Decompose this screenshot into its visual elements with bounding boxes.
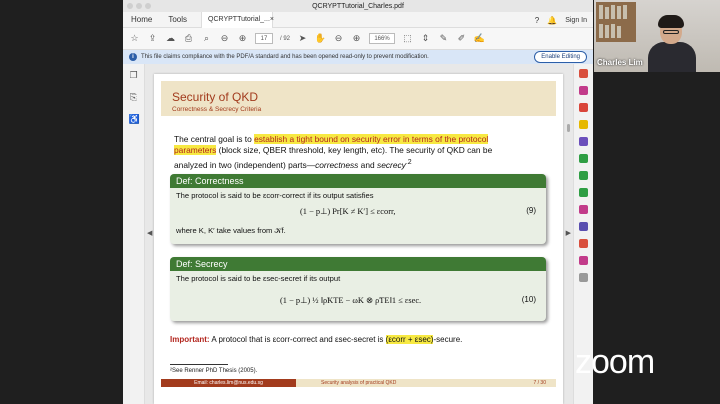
close-tab-icon[interactable]: × <box>269 16 274 23</box>
document-area[interactable] <box>145 64 573 404</box>
page-total: / 92 <box>280 35 291 42</box>
person-body <box>648 42 696 72</box>
document-tab[interactable] <box>201 12 273 28</box>
document-tab-label: QCRYPTTutorial_... <box>208 16 270 23</box>
slide-title: Security of QKD <box>172 90 259 104</box>
acrobat-window <box>123 0 593 404</box>
left-sidebar <box>123 64 145 404</box>
close-window-button[interactable] <box>127 3 133 9</box>
book <box>605 7 609 19</box>
upload-icon[interactable]: ⇪ <box>148 33 157 43</box>
compress-pdf-icon[interactable] <box>579 171 588 180</box>
expand-right-panel-icon[interactable]: ▶ <box>565 230 571 237</box>
search-icon[interactable]: ⌕ <box>203 33 210 43</box>
menu-home[interactable]: Home <box>131 15 153 24</box>
page-thumbnails-icon[interactable]: ❐ <box>129 70 138 80</box>
book <box>605 25 609 38</box>
correctness-definition-block <box>170 174 546 244</box>
intro-text-2: (block size, QBER threshold, key length, etc). The security of QKD can be analyzed in two (independent) parts— <box>174 145 493 170</box>
window-controls[interactable] <box>127 3 151 9</box>
tools-settings-icon[interactable] <box>579 273 588 282</box>
slide-subtitle: Correctness & Secrecy Criteria <box>172 106 262 113</box>
participant-person <box>654 18 690 72</box>
bookmark-icon[interactable]: ☆ <box>130 33 139 43</box>
correctness-equation: (1 − p⊥) Pr[K ≠ K′] ≤ εcorr, <box>300 207 396 216</box>
book <box>599 5 603 19</box>
redact-icon[interactable] <box>579 188 588 197</box>
comment-tool-icon[interactable] <box>579 120 588 129</box>
enable-editing-button[interactable]: Enable Editing <box>534 51 587 63</box>
attachments-icon[interactable]: ⎘ <box>129 92 138 102</box>
correctness-block-title: Def: Correctness <box>170 174 546 188</box>
secrecy-block-title: Def: Secrecy <box>170 257 546 271</box>
intro-text-1: The central goal is to <box>174 134 255 144</box>
menu-tools[interactable]: Tools <box>168 15 188 24</box>
fill-sign-icon[interactable] <box>579 222 588 231</box>
next-page-icon[interactable]: ⊕ <box>238 33 247 43</box>
select-cursor-icon[interactable]: ➤ <box>298 33 307 43</box>
print-icon[interactable]: ⎙ <box>184 33 193 43</box>
intro-paragraph <box>174 134 524 171</box>
book <box>623 5 627 19</box>
accessibility-icon[interactable]: ♿ <box>128 114 140 124</box>
minimize-window-button[interactable] <box>136 3 142 9</box>
previous-page-icon[interactable]: ⊖ <box>220 33 229 43</box>
window-title: QCRYPTTutorial_Charles.pdf <box>312 2 404 10</box>
secrecy-definition-block <box>170 257 546 321</box>
maximize-window-button[interactable] <box>145 3 151 9</box>
correctness-line-2: where K, K′ take values from 𝒦f. <box>176 226 286 235</box>
collapse-left-panel-icon[interactable]: ◀ <box>147 230 153 237</box>
correctness-line-1: The protocol is said to be εcorr-correct if its output satisfies <box>176 191 374 200</box>
person-glasses <box>663 30 679 34</box>
slide-header <box>161 81 556 116</box>
help-icon[interactable]: ? <box>534 15 540 25</box>
secrecy-line-1: The protocol is said to be εsec-secret if its output <box>176 274 341 283</box>
menu-bar <box>123 12 593 28</box>
equation-number-9: (9) <box>526 206 536 215</box>
slide-footer <box>161 379 556 387</box>
important-highlight: (εcorr + εsec) <box>385 335 434 344</box>
footnote-rule <box>170 364 228 365</box>
export-pdf-icon[interactable] <box>579 69 588 78</box>
notice-text: This file claims compliance with the PDF/A standard and has been opened read-only to prevent modification. <box>141 54 429 60</box>
zoom-in-icon[interactable]: ⊕ <box>352 33 361 43</box>
zoom-logo: zoom <box>575 343 655 381</box>
edit-pdf-icon[interactable] <box>579 103 588 112</box>
important-text-2: -secure. <box>433 335 463 344</box>
notifications-icon[interactable]: 🔔 <box>547 15 558 25</box>
pdfa-notice-bar <box>123 50 593 64</box>
intro-correctness: correctness <box>315 159 359 170</box>
secrecy-equation: (1 − p⊥) ½ ‖ρ̃KTE − ωK ⊗ ρ̃TE‖1 ≤ εsec. <box>280 296 422 305</box>
book <box>617 6 621 19</box>
intro-highlight: establish a tight bound on security error in terms of the protocol parameters <box>174 134 489 156</box>
toolbar <box>123 28 593 50</box>
intro-footnote-ref: .2 <box>405 158 412 166</box>
protect-icon[interactable] <box>579 205 588 214</box>
create-pdf-icon[interactable] <box>579 86 588 95</box>
sign-in-button[interactable]: Sign In <box>565 16 587 24</box>
important-label: Important: <box>170 335 210 344</box>
combine-files-icon[interactable] <box>579 137 588 146</box>
footer-page-number: 7 / 30 <box>533 380 546 386</box>
important-text-1: A protocol that is εcorr-correct and εsec-secret is <box>209 335 386 344</box>
sign-icon[interactable]: ✍ <box>473 33 486 43</box>
more-tools-icon[interactable] <box>579 256 588 265</box>
book <box>611 24 615 38</box>
slide-page <box>154 74 563 404</box>
title-bar <box>123 0 593 12</box>
important-statement <box>170 335 550 344</box>
footer-email: Email: charles.lim@nus.edu.sg <box>161 379 296 387</box>
zoom-level-select[interactable]: 166% <box>369 33 395 44</box>
participant-video[interactable] <box>594 0 720 72</box>
comment-icon[interactable]: ✎ <box>439 33 448 43</box>
scrollbar[interactable] <box>567 124 570 132</box>
equation-number-10: (10) <box>521 295 536 304</box>
intro-secrecy: secrecy <box>377 159 406 170</box>
footer-right <box>296 379 556 387</box>
book <box>599 24 603 38</box>
participant-name: Charles Lim <box>597 58 643 67</box>
scroll-mode-icon[interactable]: ⇕ <box>421 33 430 43</box>
footer-title: Security analysis of practical QKD <box>321 380 397 386</box>
highlight-icon[interactable]: ✐ <box>457 33 466 43</box>
hand-tool-icon[interactable]: ✋ <box>314 33 327 43</box>
footnote: ²See Renner PhD Thesis (2005). <box>170 368 258 374</box>
person-hair <box>658 15 684 28</box>
zoom-out-icon[interactable]: ⊖ <box>334 33 343 43</box>
bookshelf-background <box>596 2 636 42</box>
fit-page-icon[interactable]: ⬚ <box>403 33 412 43</box>
organize-pages-icon[interactable] <box>579 154 588 163</box>
info-icon: i <box>129 53 137 61</box>
intro-and: and <box>358 159 377 170</box>
cloud-icon[interactable]: ☁ <box>166 33 175 43</box>
book <box>611 5 615 19</box>
page-number-input[interactable]: 17 <box>255 33 273 44</box>
send-for-signature-icon[interactable] <box>579 239 588 248</box>
book <box>617 26 621 38</box>
